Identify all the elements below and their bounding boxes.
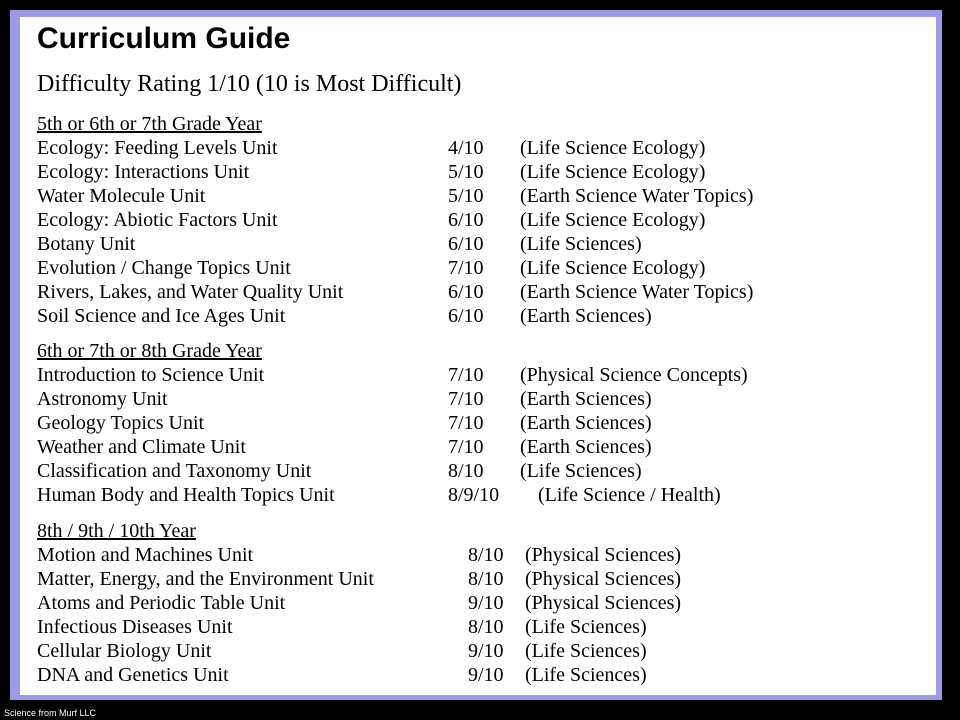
- unit-name: Botany Unit: [37, 233, 136, 255]
- unit-row: [20, 256, 936, 280]
- unit-row: [20, 411, 936, 435]
- unit-rating: 6/10: [448, 233, 484, 255]
- unit-rating: 8/10: [448, 460, 484, 482]
- unit-rating: 7/10: [448, 364, 484, 386]
- unit-name: Ecology: Feeding Levels Unit: [37, 137, 278, 159]
- unit-row: [20, 208, 936, 232]
- unit-area: (Life Science Ecology): [520, 161, 706, 183]
- unit-area: (Life Sciences): [525, 664, 647, 686]
- unit-rating: 5/10: [448, 185, 484, 207]
- document-page: [20, 17, 936, 695]
- unit-area: (Earth Sciences): [520, 388, 652, 410]
- unit-row: [20, 136, 936, 160]
- unit-area: (Earth Sciences): [520, 412, 652, 434]
- section-heading-3: 8th / 9th / 10th Year: [37, 520, 196, 542]
- unit-area: (Life Science / Health): [538, 484, 721, 506]
- footer-credit: Science from Murf LLC: [4, 708, 97, 718]
- unit-area: (Earth Science Water Topics): [520, 185, 754, 207]
- unit-area: (Life Sciences): [525, 616, 647, 638]
- unit-row: [20, 663, 936, 687]
- unit-name: Evolution / Change Topics Unit: [37, 257, 291, 279]
- unit-rating: 7/10: [448, 388, 484, 410]
- unit-rating: 7/10: [448, 412, 484, 434]
- unit-name: Infectious Diseases Unit: [37, 616, 233, 638]
- unit-area: (Life Sciences): [520, 233, 642, 255]
- unit-area: (Life Sciences): [525, 640, 647, 662]
- unit-row: [20, 160, 936, 184]
- unit-row: [20, 615, 936, 639]
- unit-row: [20, 232, 936, 256]
- unit-name: Matter, Energy, and the Environment Unit: [37, 568, 374, 590]
- unit-name: Weather and Climate Unit: [37, 436, 246, 458]
- unit-row: [20, 280, 936, 304]
- unit-area: (Physical Sciences): [525, 592, 682, 614]
- unit-name: Ecology: Interactions Unit: [37, 161, 250, 183]
- unit-area: (Life Science Ecology): [520, 137, 706, 159]
- unit-rating: 8/10: [468, 544, 504, 566]
- unit-rating: 6/10: [448, 281, 484, 303]
- unit-name: Geology Topics Unit: [37, 412, 205, 434]
- section-heading-1: 5th or 6th or 7th Grade Year: [37, 113, 262, 135]
- unit-area: (Life Sciences): [520, 460, 642, 482]
- unit-area: (Life Science Ecology): [520, 209, 706, 231]
- unit-name: Motion and Machines Unit: [37, 544, 254, 566]
- unit-name: Ecology: Abiotic Factors Unit: [37, 209, 278, 231]
- unit-row: [20, 567, 936, 591]
- unit-name: Atoms and Periodic Table Unit: [37, 592, 286, 614]
- unit-rating: 8/9/10: [448, 484, 500, 506]
- unit-row: [20, 483, 936, 507]
- unit-row: [20, 184, 936, 208]
- unit-area: (Earth Sciences): [520, 305, 652, 327]
- page-title: Curriculum Guide: [37, 22, 291, 55]
- unit-name: Cellular Biology Unit: [37, 640, 212, 662]
- unit-row: [20, 543, 936, 567]
- unit-area: (Physical Sciences): [525, 568, 682, 590]
- unit-row: [20, 459, 936, 483]
- unit-rating: 7/10: [448, 436, 484, 458]
- unit-row: [20, 435, 936, 459]
- unit-name: DNA and Genetics Unit: [37, 664, 229, 686]
- unit-row: [20, 387, 936, 411]
- unit-name: Water Molecule Unit: [37, 185, 206, 207]
- section-heading-2: 6th or 7th or 8th Grade Year: [37, 340, 262, 362]
- difficulty-subtitle: Difficulty Rating 1/10 (10 is Most Difficult): [37, 71, 462, 97]
- unit-name: Rivers, Lakes, and Water Quality Unit: [37, 281, 344, 303]
- unit-rating: 6/10: [448, 209, 484, 231]
- unit-rating: 9/10: [468, 640, 504, 662]
- unit-area: (Earth Science Water Topics): [520, 281, 754, 303]
- unit-row: [20, 363, 936, 387]
- unit-row: [20, 591, 936, 615]
- unit-rating: 8/10: [468, 568, 504, 590]
- unit-row: [20, 304, 936, 328]
- unit-area: (Life Science Ecology): [520, 257, 706, 279]
- unit-area: (Earth Sciences): [520, 436, 652, 458]
- unit-name: Soil Science and Ice Ages Unit: [37, 305, 286, 327]
- unit-rating: 8/10: [468, 616, 504, 638]
- unit-name: Astronomy Unit: [37, 388, 168, 410]
- unit-rating: 7/10: [448, 257, 484, 279]
- unit-name: Human Body and Health Topics Unit: [37, 484, 335, 506]
- unit-name: Classification and Taxonomy Unit: [37, 460, 312, 482]
- unit-rating: 5/10: [448, 161, 484, 183]
- unit-area: (Physical Sciences): [525, 544, 682, 566]
- unit-name: Introduction to Science Unit: [37, 364, 265, 386]
- unit-rating: 6/10: [448, 305, 484, 327]
- unit-rating: 4/10: [448, 137, 484, 159]
- unit-rating: 9/10: [468, 664, 504, 686]
- unit-area: (Physical Science Concepts): [520, 364, 748, 386]
- unit-rating: 9/10: [468, 592, 504, 614]
- unit-row: [20, 639, 936, 663]
